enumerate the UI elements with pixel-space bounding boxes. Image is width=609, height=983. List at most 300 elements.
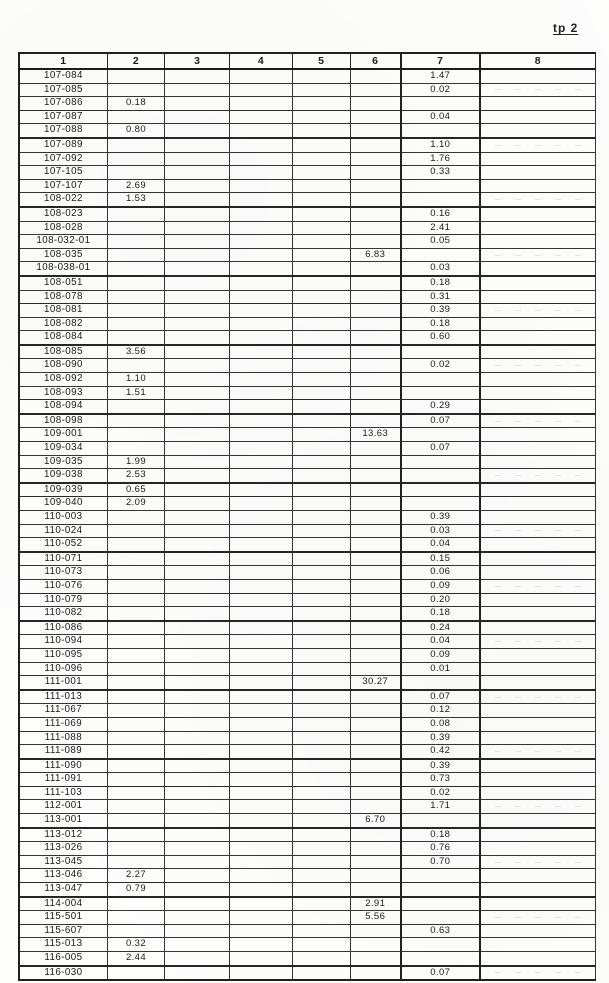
table-row — [19, 179, 596, 193]
value-cell — [292, 497, 350, 511]
value-cell — [230, 345, 292, 359]
value-cell — [350, 152, 400, 166]
value-cell — [165, 428, 230, 442]
value-cell — [230, 648, 292, 662]
value-cell — [480, 262, 596, 276]
table-row — [19, 166, 596, 180]
value-cell — [480, 538, 596, 552]
value-cell — [107, 524, 164, 538]
table-row — [19, 331, 596, 345]
value-cell: 0.18 — [401, 276, 480, 290]
table-row — [19, 676, 596, 690]
value-cell — [230, 593, 292, 607]
table-row — [19, 538, 596, 552]
value-cell — [230, 193, 292, 207]
value-cell — [480, 97, 596, 111]
table-row — [19, 966, 596, 981]
value-cell — [350, 469, 400, 483]
value-cell — [230, 262, 292, 276]
value-cell — [230, 276, 292, 290]
value-cell — [230, 690, 292, 704]
value-cell — [107, 235, 164, 249]
table-row — [19, 469, 596, 483]
value-cell — [401, 179, 480, 193]
sample-id-cell: 108-022 — [19, 193, 107, 207]
table-row — [19, 842, 596, 856]
value-cell — [165, 952, 230, 966]
table-row — [19, 221, 596, 235]
value-cell — [165, 635, 230, 649]
value-cell — [230, 800, 292, 814]
value-cell — [230, 869, 292, 883]
sample-id-cell: 111-089 — [19, 745, 107, 759]
value-cell: 1.51 — [107, 386, 164, 400]
value-cell — [165, 842, 230, 856]
value-cell — [292, 704, 350, 718]
value-cell — [401, 676, 480, 690]
value-cell — [480, 828, 596, 842]
value-cell — [292, 938, 350, 952]
value-cell — [350, 497, 400, 511]
value-cell — [480, 731, 596, 745]
value-cell: 2.69 — [107, 179, 164, 193]
value-cell — [350, 800, 400, 814]
value-cell — [292, 193, 350, 207]
value-cell — [230, 483, 292, 497]
value-cell — [292, 648, 350, 662]
value-cell — [230, 566, 292, 580]
value-cell — [350, 511, 400, 525]
value-cell — [230, 400, 292, 414]
table-row — [19, 442, 596, 456]
value-cell — [480, 938, 596, 952]
value-cell — [292, 166, 350, 180]
value-cell — [107, 855, 164, 869]
value-cell — [401, 469, 480, 483]
value-cell — [107, 773, 164, 787]
table-row — [19, 207, 596, 221]
value-cell — [292, 400, 350, 414]
value-cell: 0.04 — [401, 110, 480, 124]
value-cell — [165, 179, 230, 193]
sample-id-cell: 108-023 — [19, 207, 107, 221]
value-cell — [350, 442, 400, 456]
sample-id-cell: 111-069 — [19, 717, 107, 731]
sample-id-cell: 107-087 — [19, 110, 107, 124]
value-cell — [292, 828, 350, 842]
value-cell — [165, 400, 230, 414]
value-cell — [401, 911, 480, 925]
sample-id-cell: 110-096 — [19, 662, 107, 676]
value-cell — [165, 331, 230, 345]
table-row — [19, 359, 596, 373]
value-cell — [107, 897, 164, 911]
value-cell — [165, 511, 230, 525]
value-cell — [480, 759, 596, 773]
value-cell — [292, 414, 350, 428]
value-cell — [165, 662, 230, 676]
table-row — [19, 110, 596, 124]
value-cell — [107, 538, 164, 552]
value-cell — [107, 152, 164, 166]
value-cell — [480, 855, 596, 869]
value-cell — [165, 855, 230, 869]
table-row — [19, 731, 596, 745]
value-cell — [230, 552, 292, 566]
value-cell — [230, 952, 292, 966]
value-cell: 0.18 — [401, 607, 480, 621]
value-cell — [350, 538, 400, 552]
value-cell — [107, 511, 164, 525]
value-cell — [292, 345, 350, 359]
value-cell — [480, 331, 596, 345]
value-cell — [230, 414, 292, 428]
value-cell — [165, 607, 230, 621]
value-cell — [165, 193, 230, 207]
value-cell: 3.56 — [107, 345, 164, 359]
value-cell — [292, 593, 350, 607]
value-cell: 0.39 — [401, 759, 480, 773]
table-row — [19, 235, 596, 249]
value-cell — [292, 566, 350, 580]
value-cell — [292, 290, 350, 304]
table-row — [19, 124, 596, 138]
value-cell — [107, 69, 164, 83]
value-cell — [350, 235, 400, 249]
value-cell — [480, 304, 596, 318]
value-cell — [350, 855, 400, 869]
sample-id-cell: 113-046 — [19, 869, 107, 883]
value-cell — [107, 83, 164, 97]
value-cell — [292, 276, 350, 290]
value-cell — [107, 566, 164, 580]
value-cell — [230, 497, 292, 511]
value-cell — [230, 469, 292, 483]
sample-id-cell: 107-105 — [19, 166, 107, 180]
value-cell — [292, 386, 350, 400]
value-cell — [230, 883, 292, 897]
table-row — [19, 276, 596, 290]
value-cell — [480, 773, 596, 787]
value-cell — [480, 455, 596, 469]
value-cell — [230, 966, 292, 981]
value-cell: 0.65 — [107, 483, 164, 497]
table-row — [19, 69, 596, 83]
sample-id-cell: 107-092 — [19, 152, 107, 166]
value-cell — [350, 566, 400, 580]
value-cell — [107, 262, 164, 276]
value-cell — [165, 373, 230, 387]
sample-id-cell: 115-013 — [19, 938, 107, 952]
value-cell: 1.10 — [401, 138, 480, 152]
value-cell — [292, 262, 350, 276]
value-cell — [350, 221, 400, 235]
table-row — [19, 855, 596, 869]
value-cell — [480, 690, 596, 704]
sample-id-cell: 107-086 — [19, 97, 107, 111]
value-cell — [165, 386, 230, 400]
value-cell — [165, 83, 230, 97]
value-cell — [165, 676, 230, 690]
sample-id-cell: 110-094 — [19, 635, 107, 649]
sample-id-cell: 111-013 — [19, 690, 107, 704]
value-cell: 2.27 — [107, 869, 164, 883]
value-cell — [230, 290, 292, 304]
value-cell — [230, 386, 292, 400]
value-cell — [165, 966, 230, 981]
value-cell — [292, 538, 350, 552]
table-row — [19, 911, 596, 925]
value-cell — [230, 842, 292, 856]
table-row — [19, 455, 596, 469]
value-cell: 5.56 — [350, 911, 400, 925]
value-cell — [230, 786, 292, 800]
value-cell: 0.09 — [401, 648, 480, 662]
table-row — [19, 552, 596, 566]
sample-id-cell: 108-093 — [19, 386, 107, 400]
sample-id-cell: 107-088 — [19, 124, 107, 138]
column-header: 8 — [480, 53, 596, 69]
value-cell — [480, 152, 596, 166]
value-cell — [350, 400, 400, 414]
value-cell: 0.05 — [401, 235, 480, 249]
value-cell — [480, 235, 596, 249]
value-cell: 2.41 — [401, 221, 480, 235]
value-cell — [292, 717, 350, 731]
table-row — [19, 759, 596, 773]
value-cell: 2.44 — [107, 952, 164, 966]
value-cell — [350, 731, 400, 745]
table-row — [19, 869, 596, 883]
sample-id-cell: 107-107 — [19, 179, 107, 193]
value-cell — [165, 235, 230, 249]
value-cell — [230, 579, 292, 593]
value-cell — [480, 110, 596, 124]
value-cell: 0.06 — [401, 566, 480, 580]
value-cell — [401, 938, 480, 952]
value-cell — [350, 938, 400, 952]
value-cell — [107, 248, 164, 262]
value-cell: 0.03 — [401, 262, 480, 276]
sample-id-cell: 110-082 — [19, 607, 107, 621]
value-cell — [350, 759, 400, 773]
table-row — [19, 883, 596, 897]
value-cell — [292, 690, 350, 704]
value-cell — [292, 359, 350, 373]
value-cell — [230, 773, 292, 787]
value-cell — [165, 524, 230, 538]
value-cell — [350, 621, 400, 635]
value-cell: 0.29 — [401, 400, 480, 414]
value-cell — [480, 552, 596, 566]
value-cell — [107, 759, 164, 773]
table-row — [19, 290, 596, 304]
value-cell — [165, 621, 230, 635]
value-cell — [107, 786, 164, 800]
value-cell — [292, 911, 350, 925]
value-cell: 0.16 — [401, 207, 480, 221]
value-cell — [165, 455, 230, 469]
value-cell: 0.39 — [401, 511, 480, 525]
table-row — [19, 786, 596, 800]
value-cell — [480, 676, 596, 690]
sample-id-cell: 108-098 — [19, 414, 107, 428]
value-cell — [350, 717, 400, 731]
value-cell — [350, 262, 400, 276]
value-cell: 0.04 — [401, 538, 480, 552]
value-cell — [107, 290, 164, 304]
value-cell — [480, 414, 596, 428]
value-cell — [165, 483, 230, 497]
header-row — [19, 53, 596, 69]
value-cell — [480, 579, 596, 593]
sample-id-cell: 111-001 — [19, 676, 107, 690]
value-cell — [480, 924, 596, 938]
value-cell — [350, 635, 400, 649]
value-cell — [350, 579, 400, 593]
value-cell — [165, 773, 230, 787]
value-cell — [480, 635, 596, 649]
value-cell: 0.15 — [401, 552, 480, 566]
value-cell — [480, 483, 596, 497]
value-cell: 0.12 — [401, 704, 480, 718]
table-row — [19, 924, 596, 938]
value-cell — [230, 455, 292, 469]
value-cell — [107, 676, 164, 690]
value-cell — [401, 373, 480, 387]
value-cell — [292, 676, 350, 690]
value-cell — [165, 938, 230, 952]
sample-id-cell: 108-078 — [19, 290, 107, 304]
value-cell — [401, 455, 480, 469]
value-cell — [480, 497, 596, 511]
value-cell: 0.04 — [401, 635, 480, 649]
value-cell — [480, 607, 596, 621]
value-cell: 1.47 — [401, 69, 480, 83]
table-row — [19, 345, 596, 359]
value-cell — [292, 428, 350, 442]
value-cell: 30.27 — [350, 676, 400, 690]
column-header: 4 — [230, 53, 292, 69]
value-cell: 0.79 — [107, 883, 164, 897]
table-row — [19, 952, 596, 966]
value-cell — [292, 552, 350, 566]
value-cell: 0.01 — [401, 662, 480, 676]
value-cell — [165, 110, 230, 124]
value-cell — [401, 497, 480, 511]
value-cell — [480, 648, 596, 662]
value-cell — [292, 869, 350, 883]
sample-id-cell: 110-071 — [19, 552, 107, 566]
value-cell — [401, 97, 480, 111]
value-cell — [292, 483, 350, 497]
value-cell — [292, 97, 350, 111]
value-cell: 1.53 — [107, 193, 164, 207]
value-cell — [165, 897, 230, 911]
value-cell — [107, 207, 164, 221]
value-cell — [230, 69, 292, 83]
column-header: 5 — [292, 53, 350, 69]
value-cell — [292, 69, 350, 83]
value-cell — [230, 511, 292, 525]
value-cell — [480, 814, 596, 828]
value-cell — [165, 290, 230, 304]
value-cell — [230, 442, 292, 456]
table-row — [19, 304, 596, 318]
value-cell — [480, 593, 596, 607]
value-cell — [401, 483, 480, 497]
value-cell — [165, 414, 230, 428]
value-cell — [350, 83, 400, 97]
value-cell — [350, 883, 400, 897]
value-cell — [292, 745, 350, 759]
sample-id-cell: 116-030 — [19, 966, 107, 981]
value-cell — [230, 304, 292, 318]
value-cell — [480, 124, 596, 138]
value-cell — [480, 621, 596, 635]
table-row — [19, 593, 596, 607]
value-cell — [230, 911, 292, 925]
value-cell — [230, 207, 292, 221]
table-row — [19, 414, 596, 428]
value-cell — [292, 524, 350, 538]
table-row — [19, 938, 596, 952]
value-cell — [480, 400, 596, 414]
sample-id-cell: 110-052 — [19, 538, 107, 552]
value-cell — [350, 924, 400, 938]
sample-id-cell: 111-103 — [19, 786, 107, 800]
value-cell — [350, 828, 400, 842]
value-cell — [107, 662, 164, 676]
value-cell — [292, 607, 350, 621]
value-cell — [165, 166, 230, 180]
value-cell — [165, 69, 230, 83]
value-cell — [292, 759, 350, 773]
value-cell — [165, 717, 230, 731]
value-cell — [480, 745, 596, 759]
value-cell — [292, 966, 350, 981]
value-cell: 0.24 — [401, 621, 480, 635]
value-cell — [230, 152, 292, 166]
value-cell: 0.18 — [401, 317, 480, 331]
value-cell: 0.32 — [107, 938, 164, 952]
value-cell — [292, 179, 350, 193]
value-cell — [230, 124, 292, 138]
value-cell — [350, 207, 400, 221]
value-cell — [230, 855, 292, 869]
value-cell — [230, 717, 292, 731]
value-cell — [165, 304, 230, 318]
value-cell — [350, 345, 400, 359]
value-cell: 0.07 — [401, 690, 480, 704]
sample-id-cell: 115-501 — [19, 911, 107, 925]
table-row — [19, 193, 596, 207]
value-cell — [480, 345, 596, 359]
sample-id-cell: 108-051 — [19, 276, 107, 290]
sample-id-cell: 107-084 — [19, 69, 107, 83]
value-cell — [350, 97, 400, 111]
value-cell — [107, 842, 164, 856]
value-cell — [401, 124, 480, 138]
value-cell — [350, 524, 400, 538]
value-cell — [480, 469, 596, 483]
value-cell — [350, 662, 400, 676]
value-cell — [165, 731, 230, 745]
value-cell — [165, 124, 230, 138]
value-cell — [107, 731, 164, 745]
value-cell — [107, 110, 164, 124]
sample-id-cell: 110-095 — [19, 648, 107, 662]
